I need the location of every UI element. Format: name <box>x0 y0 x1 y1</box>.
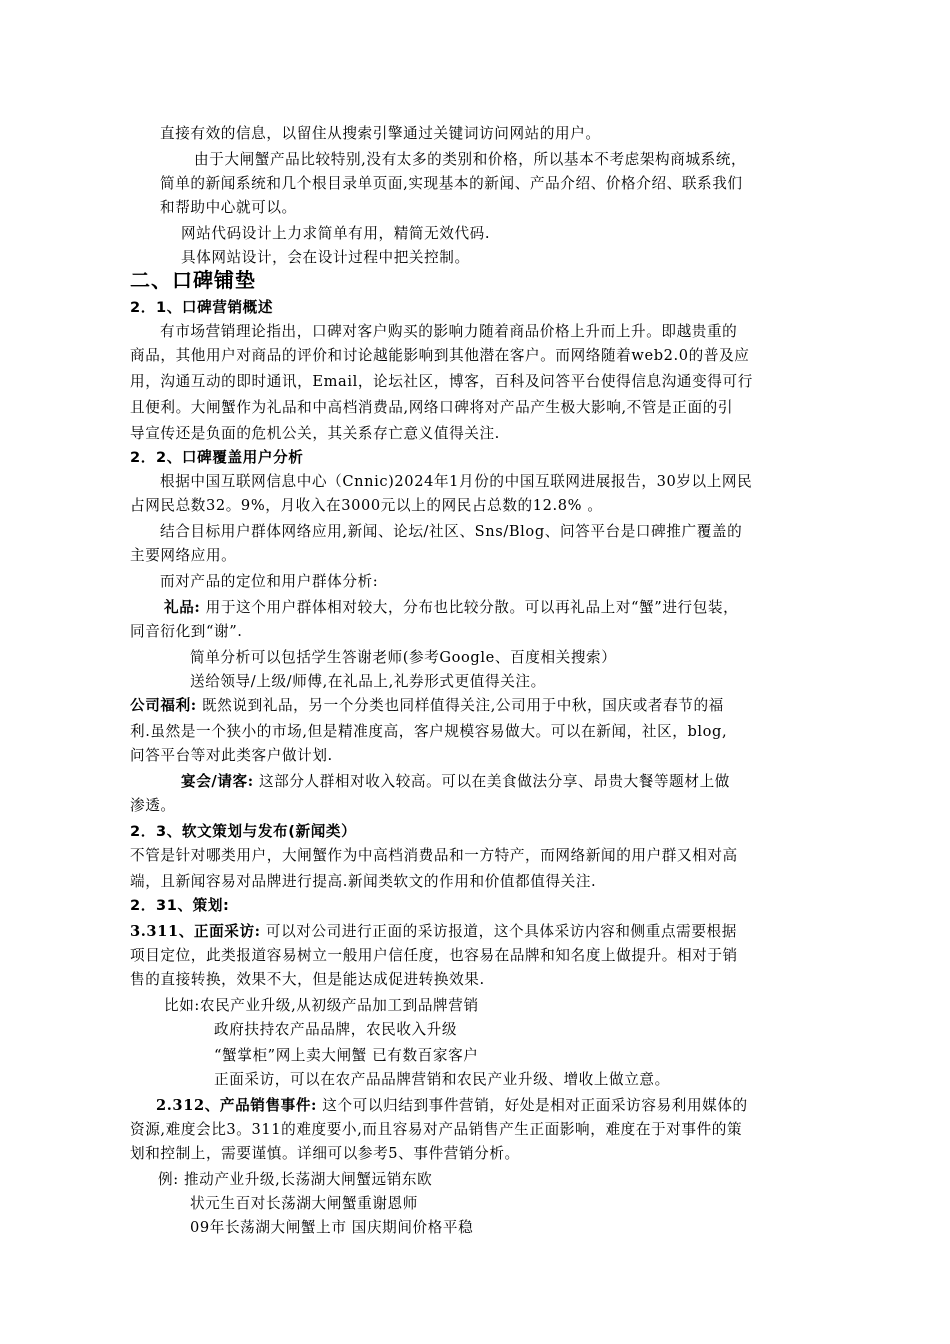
event-line-2: 资源,难度会比3。311的难度要小,而且容易对产品销售产生正面影响，难度在于对事件的策 <box>130 1121 743 1138</box>
line-3: 简单的新闻系统和几个根目录单页面,实现基本的新闻、产品介绍、价格介绍、联系我们 <box>160 175 743 192</box>
case-line-2: 状元生百对长荡湖大闸蟹重谢恩师 <box>190 1195 418 1212</box>
line-4: 和帮助中心就可以。 <box>160 199 297 216</box>
interview-text: 可以对公司进行正面的采访报道，这个具体采访内容和侧重点需要根据 <box>265 923 737 940</box>
event-label: 2.312、产品销售事件: <box>156 1097 318 1114</box>
example-line-4: 正面采访，可以在农产品品牌营销和农民产业升级、增收上做立意。 <box>214 1071 670 1088</box>
para-2-3-line-1: 不管是针对哪类用户，大闸蟹作为中高档消费品和一方特产，而网络新闻的用户群又相对高 <box>130 847 738 864</box>
para-2-2-line-4: 主要网络应用。 <box>130 547 237 564</box>
banquet-line-1 <box>181 772 730 792</box>
line-6: 具体网站设计，会在设计过程中把关控制。 <box>181 249 470 266</box>
event-line-3: 划和控制上，需要谨慎。详细可以参考5、事件营销分析。 <box>130 1145 520 1162</box>
case-line-3: 09年长荡湖大闸蟹上市 国庆期间价格平稳 <box>190 1219 474 1236</box>
banquet-line-2: 渗透。 <box>130 797 176 814</box>
banquet-text: 这部分人群相对收入较高。可以在美食做法分享、昂贵大餐等题材上做 <box>258 773 730 790</box>
banquet-label: 宴会/请客: <box>181 773 254 790</box>
para-2-3-line-2: 端，且新闻容易对品牌进行提高.新闻类软文的作用和价值都值得关注. <box>130 873 597 890</box>
welfare-text: 既然说到礼品，另一个分类也同样值得关注,公司用于中秋，国庆或者春节的福 <box>202 697 724 714</box>
example-line-3: “蟹掌柜”网上卖大闸蟹 已有数百家客户 <box>214 1047 479 1064</box>
para-2-1-line-1: 有市场营销理论指出，口碑对客户购买的影响力随着商品价格上升而上升。即越贵重的 <box>160 323 738 340</box>
interview-line-3: 售的直接转换，效果不大，但是能达成促进转换效果. <box>130 971 485 988</box>
example-line-2: 政府扶持农产品品牌，农民收入升级 <box>214 1021 458 1038</box>
para-2-1-line-2: 商品，其他用户对商品的评价和讨论越能影响到其他潜在客户。而网络随着web2.0的普及应 <box>130 347 750 364</box>
gift-line-1 <box>164 598 738 618</box>
line-1: 直接有效的信息，以留住从搜索引擎通过关键词访问网站的用户。 <box>160 125 601 142</box>
subheading-2-31: 2．31、策划: <box>130 897 230 914</box>
para-2-1-line-5: 导宣传还是负面的危机公关，其关系存亡意义值得关注. <box>130 425 500 442</box>
event-line-1 <box>156 1096 748 1116</box>
welfare-line-2: 利.虽然是一个狭小的市场,但是精准度高，客户规模容易做大。可以在新闻，社区，blog, <box>130 723 728 740</box>
interview-label: 3.311、正面采访: <box>130 923 261 940</box>
welfare-line-3: 问答平台等对此类客户做计划. <box>130 747 333 764</box>
example-line-1: 比如:农民产业升级,从初级产品加工到品牌营销 <box>164 997 479 1014</box>
gift-line-4: 送给领导/上级/师傅,在礼品上,礼券形式更值得关注。 <box>190 673 546 690</box>
welfare-line-1 <box>130 696 724 716</box>
gift-line-3: 简单分析可以包括学生答谢老师(参考Google、百度相关搜索） <box>190 649 617 666</box>
para-2-2-line-5: 而对产品的定位和用户群体分析: <box>160 573 379 590</box>
event-text: 这个可以归结到事件营销，好处是相对正面采访容易利用媒体的 <box>322 1097 748 1114</box>
subheading-2-2: 2．2、口碑覆盖用户分析 <box>130 449 304 466</box>
para-2-2-line-2: 占网民总数32。9%，月收入在3000元以上的网民占总数的12.8% 。 <box>130 497 603 514</box>
para-2-2-line-1: 根据中国互联网信息中心（Cnnic)2024年1月份的中国互联网进展报告，30岁以上网民 <box>160 473 753 490</box>
para-2-2-line-3: 结合目标用户群体网络应用,新闻、论坛/社区、Sns/Blog、问答平台是口碑推广覆盖的 <box>160 523 743 540</box>
line-5: 网站代码设计上力求简单有用，精简无效代码. <box>181 225 491 242</box>
interview-line-1 <box>130 922 737 942</box>
subheading-2-3: 2．3、软文策划与发布(新闻类） <box>130 823 357 840</box>
gift-label: 礼品: <box>164 599 201 616</box>
welfare-label: 公司福利: <box>130 697 197 714</box>
section-heading-2: 二、口碑铺垫 <box>130 268 256 292</box>
gift-line-2: 同音衍化到“谢”. <box>130 623 243 640</box>
gift-text: 用于这个用户群体相对较大，分布也比较分散。可以再礼品上对“蟹”进行包装， <box>205 599 739 616</box>
case-line-1: 例: 推动产业升级,长荡湖大闸蟹远销东欧 <box>158 1171 433 1188</box>
line-2: 由于大闸蟹产品比较特别,没有太多的类别和价格，所以基本不考虑架构商城系统， <box>194 151 747 168</box>
interview-line-2: 项目定位，此类报道容易树立一般用户信任度，也容易在品牌和知名度上做提升。相对于销 <box>130 947 738 964</box>
para-2-1-line-3: 用，沟通互动的即时通讯，Email，论坛社区，博客，百科及问答平台使得信息沟通变得可行 <box>130 373 753 390</box>
subheading-2-1: 2．1、口碑营销概述 <box>130 299 274 316</box>
para-2-1-line-4: 且便利。大闸蟹作为礼品和中高档消费品,网络口碑将对产品产生极大影响,不管是正面的引 <box>130 399 734 416</box>
